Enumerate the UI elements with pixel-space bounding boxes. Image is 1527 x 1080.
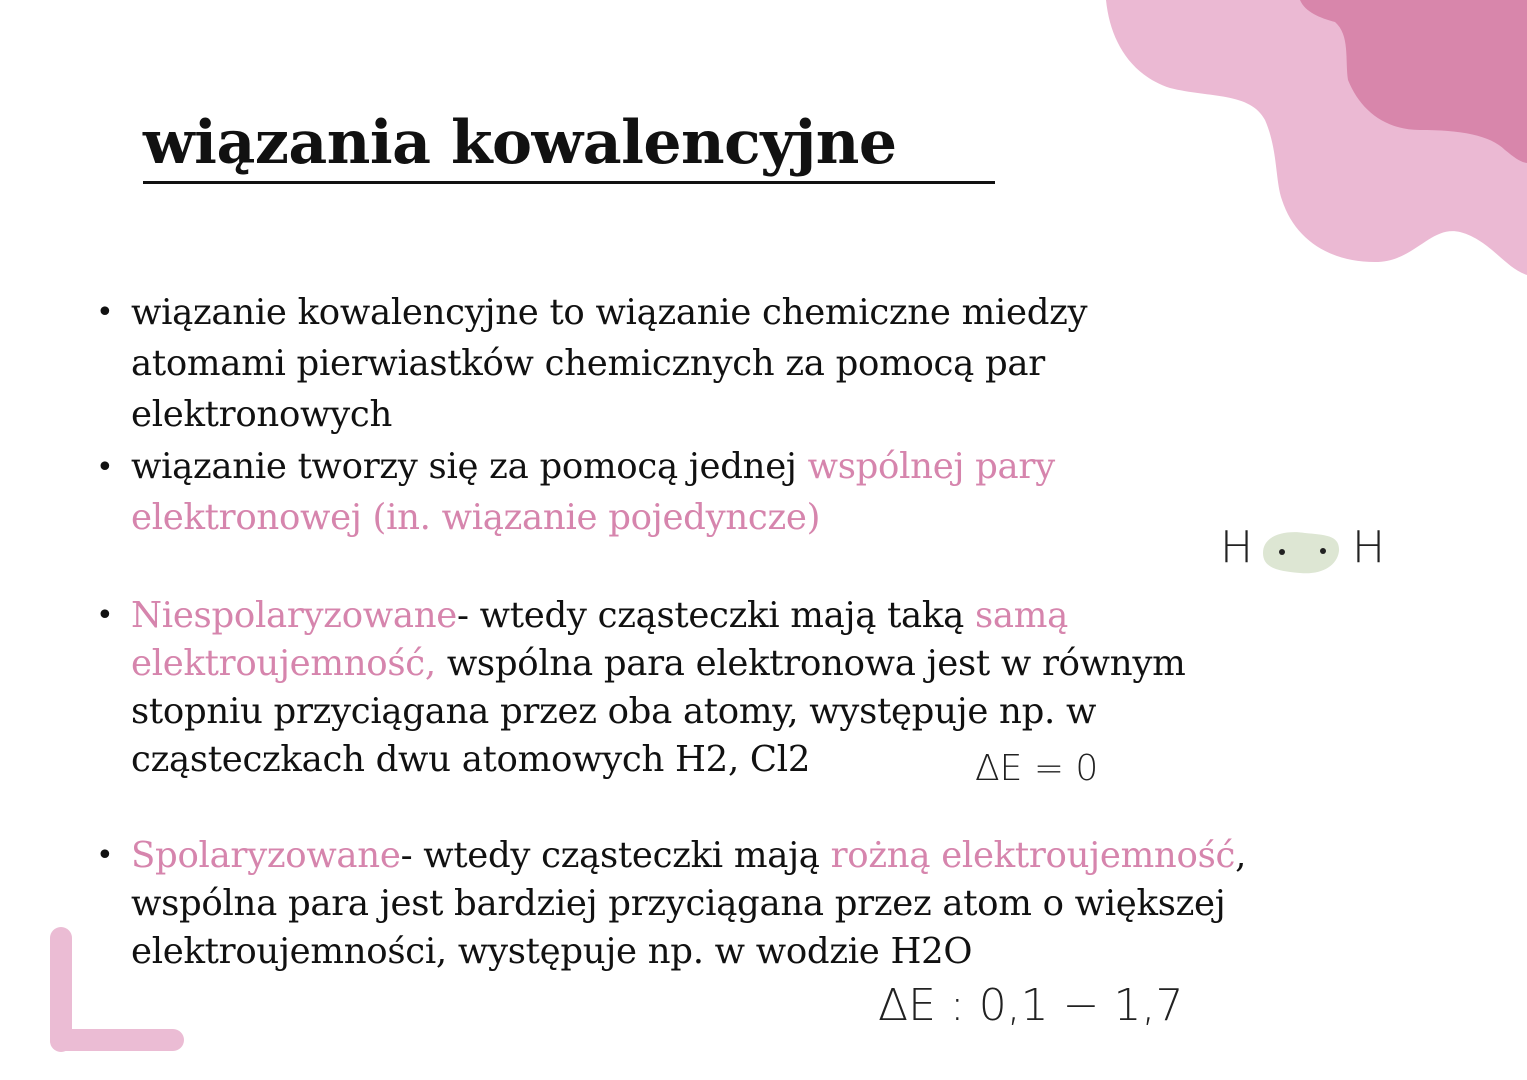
text: atomami pierwiastków chemicznych za pomocą par <box>131 343 1045 384</box>
bullet-1-line-2 <box>131 343 1045 384</box>
text: wspólna para elektronowa jest w równym <box>435 643 1186 684</box>
bullet-4-line-3 <box>131 931 972 972</box>
bullet-2-line-2 <box>131 497 820 538</box>
bullet-4-line-1 <box>131 835 1246 876</box>
text: wiązanie kowalencyjne to wiązanie chemiczne miedzy <box>131 292 1088 333</box>
bullet-3-line-3 <box>131 691 1096 732</box>
text: elektroujemności, występuje np. w wodzie H2O <box>131 931 973 972</box>
bullet-dot: • <box>96 838 114 873</box>
h-atom-right: H <box>1352 522 1386 573</box>
electron-pair-cloud <box>1263 532 1339 573</box>
electron-dot <box>1279 549 1285 555</box>
bullet-3-line-4 <box>131 739 810 780</box>
text: , <box>1235 835 1247 876</box>
bullet-3-line-1 <box>131 595 1068 636</box>
highlight-text: rożną elektroujemność <box>830 835 1236 876</box>
bullet-1-line-1 <box>131 292 1087 333</box>
bullet-dot: • <box>96 450 114 485</box>
text: stopniu przyciągana przez oba atomy, występuje np. w <box>131 691 1097 732</box>
page-title: wiązania kowalencyjne <box>143 108 897 178</box>
bullet-2-line-1 <box>131 446 1055 487</box>
text: wiązanie tworzy się za pomocą jednej <box>131 446 808 487</box>
text: elektronowych <box>131 394 393 435</box>
corner-decoration <box>50 1029 184 1051</box>
text: - wtedy cząsteczki mają taką <box>457 595 975 636</box>
bullet-dot: • <box>96 295 114 330</box>
electron-dot <box>1320 548 1326 554</box>
highlight-text: Niespolaryzowane <box>131 595 457 636</box>
bullet-4-line-2 <box>131 883 1225 924</box>
highlight-text: samą <box>974 595 1068 636</box>
text: cząsteczkach dwu atomowych H2, Cl2 <box>131 739 811 780</box>
delta-e-range-note: ΔE : 0,1 − 1,7 <box>878 980 1184 1031</box>
highlight-text: wspólnej pary <box>807 446 1055 487</box>
text: wspólna para jest bardziej przyciągana przez atom o większej <box>131 883 1226 924</box>
text: - wtedy cząsteczki mają <box>400 835 831 876</box>
bullet-dot: • <box>96 598 114 633</box>
highlight-text: elektronowej (in. wiązanie pojedyncze) <box>131 497 821 538</box>
bullet-3-line-2 <box>131 643 1185 684</box>
delta-e-zero-note: ΔE = 0 <box>975 748 1099 789</box>
h-atom-left: H <box>1220 522 1254 573</box>
title-underline <box>143 181 995 184</box>
highlight-text: elektroujemność, <box>131 643 436 684</box>
bullet-1-line-3 <box>131 394 392 435</box>
highlight-text: Spolaryzowane <box>131 835 401 876</box>
